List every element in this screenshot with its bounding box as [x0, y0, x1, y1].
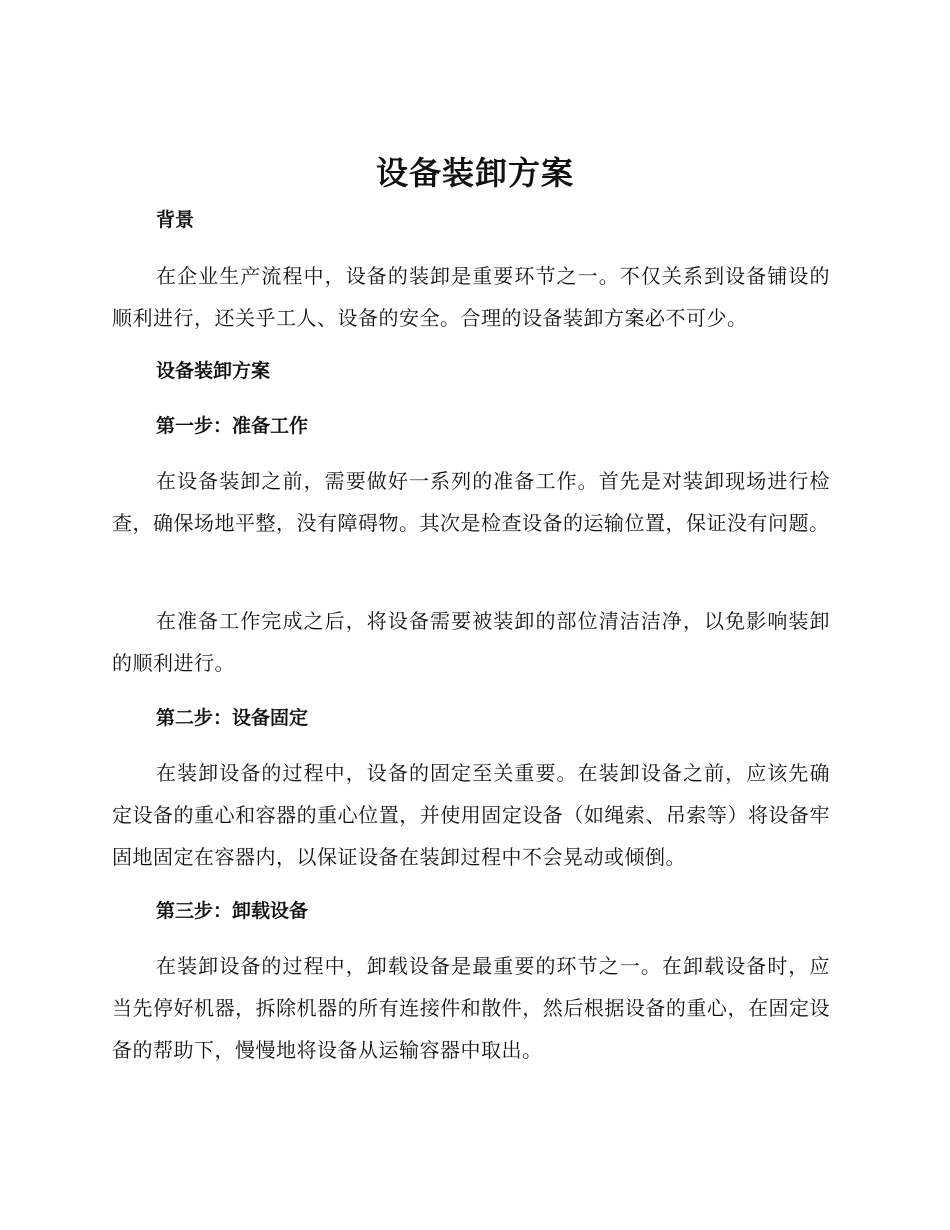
paragraph-step1-1: 在设备装卸之前，需要做好一系列的准备工作。首先是对装卸现场进行检查，确保场地平整，没有障碍物。其次是检查设备的运输位置，保证没有问题。 [112, 469, 830, 535]
paragraph-step3: 在装卸设备的过程中，卸载设备是最重要的环节之一。在卸载设备时，应当先停好机器，拆除机器的所有连接件和散件，然后根据设备的重心，在固定设备的帮助下，慢慢地将设备从运输容器中取出。 [112, 954, 830, 1062]
paragraph-step2: 在装卸设备的过程中，设备的固定至关重要。在装卸设备之前，应该先确定设备的重心和容器的重心位置，并使用固定设备（如绳索、吊索等）将设备牢固地固定在容器内，以保证设备在装卸过程中不会晃动或倾倒。 [112, 761, 830, 869]
section-heading-background: 背景 [156, 209, 195, 231]
section-heading-plan: 设备装卸方案 [156, 360, 271, 382]
step-heading-1: 第一步：准备工作 [156, 415, 309, 437]
paragraph-step1-2: 在准备工作完成之后，将设备需要被装卸的部位清洁洁净，以免影响装卸的顺利进行。 [112, 609, 830, 675]
step-heading-2: 第二步：设备固定 [156, 707, 309, 729]
step-heading-3: 第三步：卸载设备 [156, 900, 309, 922]
paragraph-background: 在企业生产流程中，设备的装卸是重要环节之一。不仅关系到设备铺设的顺利进行，还关乎工人、设备的安全。合理的设备装卸方案必不可少。 [112, 264, 830, 330]
document-title: 设备装卸方案 [375, 154, 574, 192]
